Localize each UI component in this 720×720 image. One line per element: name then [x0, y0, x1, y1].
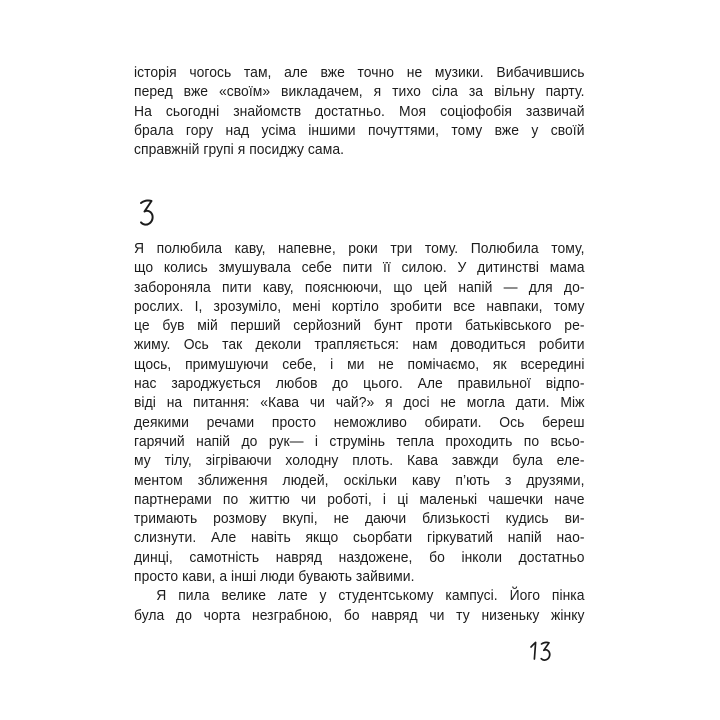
text-line: забороняла пити каву, пояснюючи, що цей напій — для до-: [134, 278, 585, 296]
text-line: віді на питання: «Кава чи чай?» я досі не могла дати. Між: [134, 394, 585, 412]
text-line: гарячий напій до рук— і струмінь тепла проходить по всьо-: [134, 432, 585, 450]
handwritten-13-glyph: [527, 639, 555, 663]
page-number: [527, 639, 555, 663]
text-line: це був мій перший серйозний бунт проти батьківського ре-: [134, 317, 585, 335]
text-line: динці, самотність навряд наздожене, бо інколи достатньо: [134, 548, 585, 566]
text-line: тримають розмову вкупі, не даючи близькості кудись ви-: [134, 510, 585, 528]
text-line: Я пила велике лате у студентському кампусі. Його пінка: [156, 587, 585, 605]
text-line: була до чорта незграбною, бо навряд чи ту низеньку жінку: [134, 606, 585, 624]
text-line: просто кави, а інші люди бувають зайвими.: [134, 568, 415, 586]
text-line: що колись змушувала себе пити її силою. У дитинстві мама: [134, 259, 585, 277]
text-line: слизнути. Але навіть якщо сьорбати гіркуватий напій нао-: [134, 529, 585, 547]
text-line: Я полюбила каву, напевне, роки три тому. Полюбила тому,: [134, 240, 585, 257]
text-line: щось, примушуючи себе, і ми не помічаємо, як всередині: [134, 355, 585, 373]
text-line: деякими речами просто неможливо обирати. Ось береш: [134, 413, 585, 431]
text-line: історія чогось там, але вже точно не музики. Вибачившись: [134, 64, 585, 81]
text-line: жиму. Ось так деколи трапляється: нам доводиться робити: [134, 336, 585, 354]
paragraph-latte: [134, 586, 585, 625]
text-line: ментом зближення людей, оскільки каву п’ють з друзями,: [134, 471, 585, 489]
text-line: перед вже «своїм» викладачем, я тихо сіла за вільну парту.: [134, 83, 585, 101]
text-line: брала гору над усіма іншими почуттями, тому вже у своїй: [134, 121, 585, 139]
handwritten-3-glyph: [136, 197, 160, 229]
main-text-column: [134, 239, 585, 625]
text-line: На сьогодні знайомств достатньо. Моя соціофобія зазвичай: [134, 102, 585, 120]
paragraph-continuation: [134, 63, 585, 159]
text-line: нас зароджується любов до цього. Але правильної відпо-: [134, 375, 585, 393]
text-line: му тілу, зігріваючи холодну плоть. Кава завжди була еле-: [134, 452, 585, 470]
text-line: партнерами по життю чи роботі, і ці маленькі чашечки наче: [134, 490, 585, 508]
chapter-number: [136, 197, 160, 229]
paragraph-chapter-opening: [134, 239, 585, 586]
text-line: рослих. І, зрозуміло, мені кортіло зробити все навпаки, тому: [134, 297, 585, 315]
text-line: справжній групі я посиджу сама.: [134, 141, 345, 159]
